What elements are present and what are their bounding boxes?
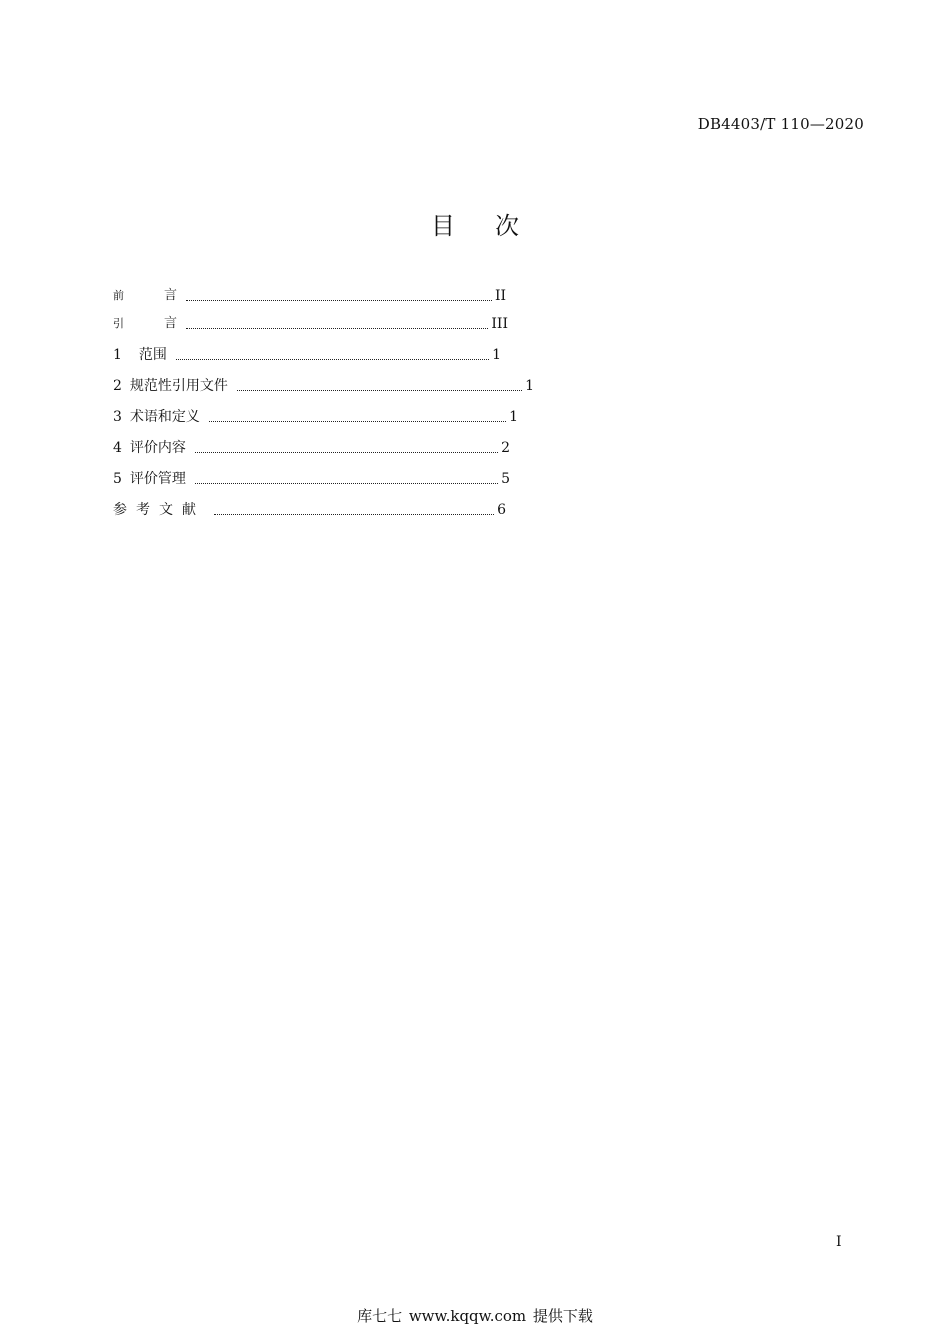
page-number: I (836, 1234, 842, 1250)
toc-entry-label: 前 言 (113, 288, 177, 303)
toc-entry-page: 2 (501, 440, 510, 456)
toc-title-right: 次 (495, 212, 519, 240)
toc-entry-foreword[interactable] (113, 286, 506, 306)
toc-entry-evaluation-content[interactable] (113, 438, 510, 458)
toc-dot-leader (209, 421, 506, 422)
toc-entry-label: 评价管理 (129, 471, 186, 487)
footer-download-note: 库七七 www.kqqw.com 提供下载 (357, 1307, 593, 1325)
toc-entry-number: 5 (113, 471, 122, 487)
toc-title-left: 目 (431, 212, 455, 240)
toc-entry-page: III (491, 316, 508, 332)
toc-entry-page: 5 (501, 471, 510, 487)
toc-entry-label: 规范性引用文件 (129, 378, 228, 394)
toc-entry-page: 1 (525, 378, 534, 394)
toc-entry-page: 1 (492, 347, 501, 363)
toc-dot-leader (195, 483, 498, 484)
toc-entry-number: 2 (113, 378, 122, 394)
toc-entry-page: 1 (509, 409, 518, 425)
toc-dot-leader (214, 514, 494, 515)
toc-dot-leader (186, 300, 492, 301)
toc-entry-label: 引 言 (113, 316, 177, 331)
toc-dot-leader (237, 390, 522, 391)
toc-dot-leader (186, 328, 488, 329)
toc-entry-introduction[interactable] (113, 314, 508, 334)
toc-title (0, 206, 950, 241)
toc-entry-bibliography[interactable] (113, 500, 506, 520)
toc-entry-terms-definitions[interactable] (113, 407, 518, 427)
toc-entry-number: 4 (113, 440, 122, 456)
toc-entry-evaluation-management[interactable] (113, 469, 510, 489)
toc-entry-label: 参考文献 (113, 502, 205, 518)
toc-entry-number: 1 (113, 347, 122, 363)
toc-entry-label: 术语和定义 (129, 409, 200, 425)
toc-entry-label: 范围 (138, 347, 167, 363)
toc-entry-label: 评价内容 (129, 440, 186, 456)
toc-entry-number: 3 (113, 409, 122, 425)
toc-entry-scope[interactable] (113, 345, 501, 365)
document-code: DB4403/T 110—2020 (697, 115, 864, 133)
toc-dot-leader (195, 452, 498, 453)
toc-entry-page: II (494, 288, 506, 304)
toc-dot-leader (176, 359, 489, 360)
toc-entry-page: 6 (497, 502, 506, 518)
toc-entry-normative-references[interactable] (113, 376, 534, 396)
